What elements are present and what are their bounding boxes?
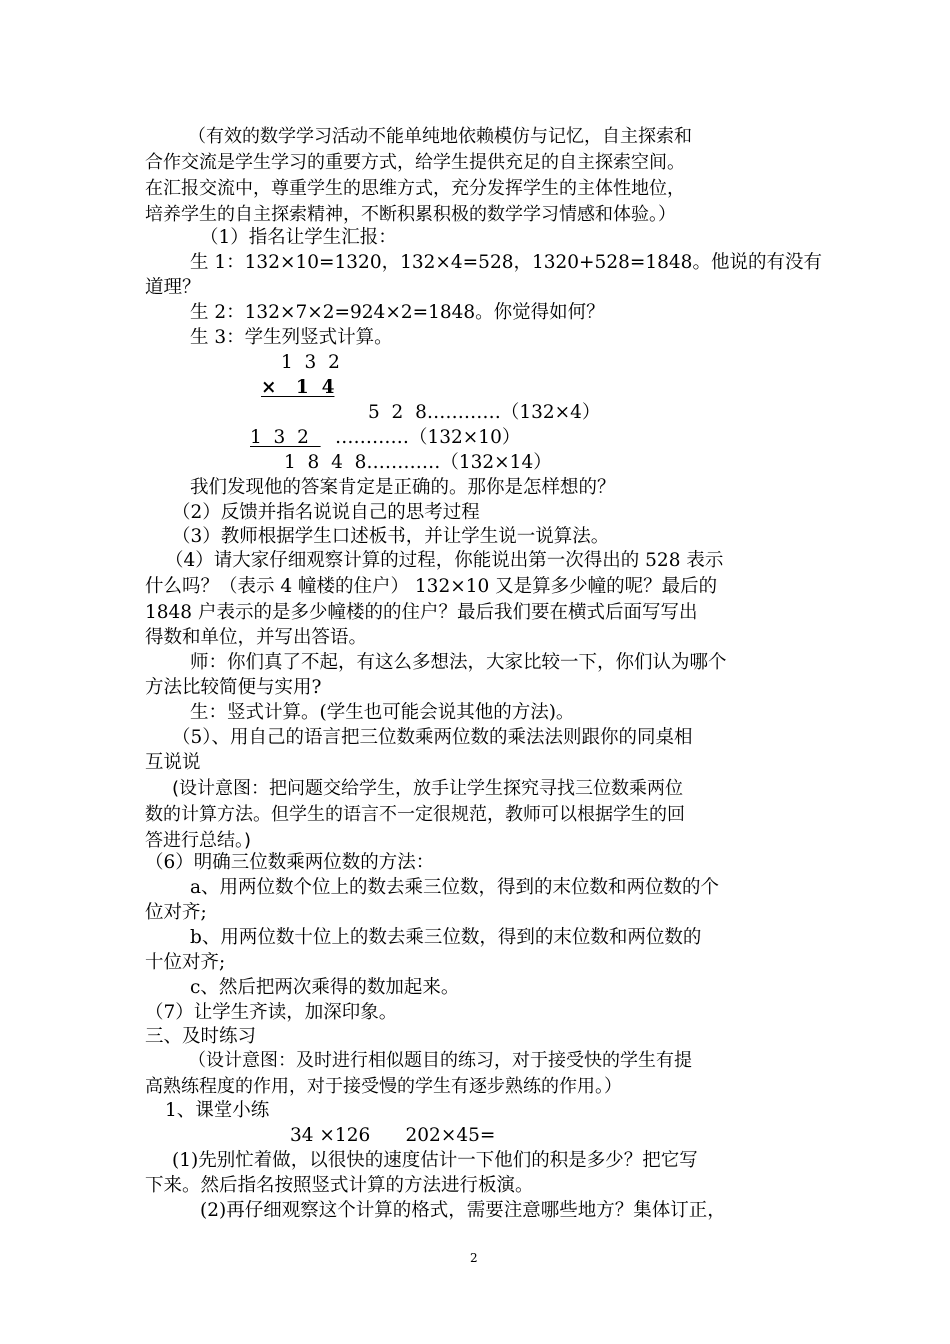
text-line: （1）指名让学生汇报：	[200, 227, 397, 248]
page-number: 2	[470, 1251, 478, 1265]
text-line: 培养学生的自主探索精神，不断积累积极的数学学习情感和体验。）	[145, 204, 676, 225]
text-line: 位对齐;	[145, 902, 207, 923]
exercise-problems: 34 ×126 202×45=	[290, 1125, 496, 1146]
text-line: 生 2：132×7×2=924×2=1848。你觉得如何？	[190, 302, 605, 323]
text-line: （2）反馈并指名说说自己的思考过程	[172, 502, 480, 523]
text-line: b、用两位数十位上的数去乘三位数，得到的末位数和两位数的	[190, 927, 702, 948]
text-line: 互说说	[145, 752, 201, 773]
text-line: 师：你们真了不起，有这么多想法，大家比较一下，你们认为哪个	[190, 652, 727, 673]
text-line: 下来。然后指名按照竖式计算的方法进行板演。	[145, 1175, 534, 1196]
text-line: （5）、用自己的语言把三位数乘两位数的乘法法则跟你的同桌相	[172, 727, 693, 748]
vertical-calc-line: 1 3 2	[250, 427, 321, 448]
text-line: (2)再仔细观察这个计算的格式，需要注意哪些地方？集体订正，	[200, 1200, 726, 1221]
text-line: （7）让学生齐读，加深印象。	[145, 1002, 398, 1023]
text-line: （6）明确三位数乘两位数的方法：	[145, 852, 435, 873]
text-line: 生 3：学生列竖式计算。	[190, 327, 393, 348]
section-heading: 三、及时练习	[145, 1026, 257, 1047]
text-line: 高熟练程度的作用，对于接受慢的学生有逐步熟练的作用。）	[145, 1076, 622, 1097]
text-line: 生：竖式计算。(学生也可能会说其他的方法)。	[190, 702, 575, 723]
text-line: 方法比较简便与实用?	[145, 677, 322, 698]
text-line: a、用两位数个位上的数去乘三位数，得到的末位数和两位数的个	[190, 877, 720, 898]
vertical-calc-line: 1 8 4 8…………（132×14）	[284, 452, 552, 473]
text-line: (设计意图：把问题交给学生，放手让学生探究寻找三位数乘两位	[172, 778, 684, 799]
vertical-calc-line: 1 3 2	[281, 352, 340, 373]
text-line: 十位对齐;	[145, 952, 226, 973]
text-line: （3）教师根据学生口述板书，并让学生说一说算法。	[172, 526, 610, 547]
text-line: c、然后把两次乘得的数加起来。	[190, 977, 460, 998]
text-line: 在汇报交流中，尊重学生的思维方式，充分发挥学生的主体性地位，	[145, 178, 685, 199]
text-line: 1848 户表示的是多少幢楼的的住户？最后我们要在横式后面写写出	[145, 602, 698, 623]
text-line: 数的计算方法。但学生的语言不一定很规范，教师可以根据学生的回	[145, 804, 685, 825]
vertical-calc-line: × 1 4	[261, 377, 335, 398]
text-line: 合作交流是学生学习的重要方式，给学生提供充足的自主探索空间。	[145, 152, 685, 173]
text-line: （有效的数学学习活动不能单纯地依赖模仿与记忆，自主探索和	[188, 126, 692, 147]
text-line: （设计意图：及时进行相似题目的练习，对于接受快的学生有提	[188, 1050, 692, 1071]
text-line: 生 1：132×10=1320，132×4=528，1320+528=1848。他说的有没有	[190, 252, 822, 273]
text-line: （4）请大家仔细观察计算的过程，你能说出第一次得出的 528 表示	[165, 550, 724, 571]
text-line: 什么吗？（表示 4 幢楼的住户） 132×10 又是算多少幢的呢？最后的	[145, 576, 718, 597]
text-line: 得数和单位，并写出答语。	[145, 627, 368, 648]
text-line: (1)先别忙着做，以很快的速度估计一下他们的积是多少？把它写	[172, 1150, 698, 1171]
text-line: 答进行总结。)	[145, 830, 252, 851]
text-line: 道理？	[145, 277, 201, 298]
text-line: 1、课堂小练	[165, 1100, 270, 1121]
vertical-calc-line: 5 2 8…………（132×4）	[368, 402, 601, 423]
text-line: 我们发现他的答案肯定是正确的。那你是怎样想的？	[190, 477, 616, 498]
vertical-calc-line: …………（132×10）	[335, 427, 521, 448]
